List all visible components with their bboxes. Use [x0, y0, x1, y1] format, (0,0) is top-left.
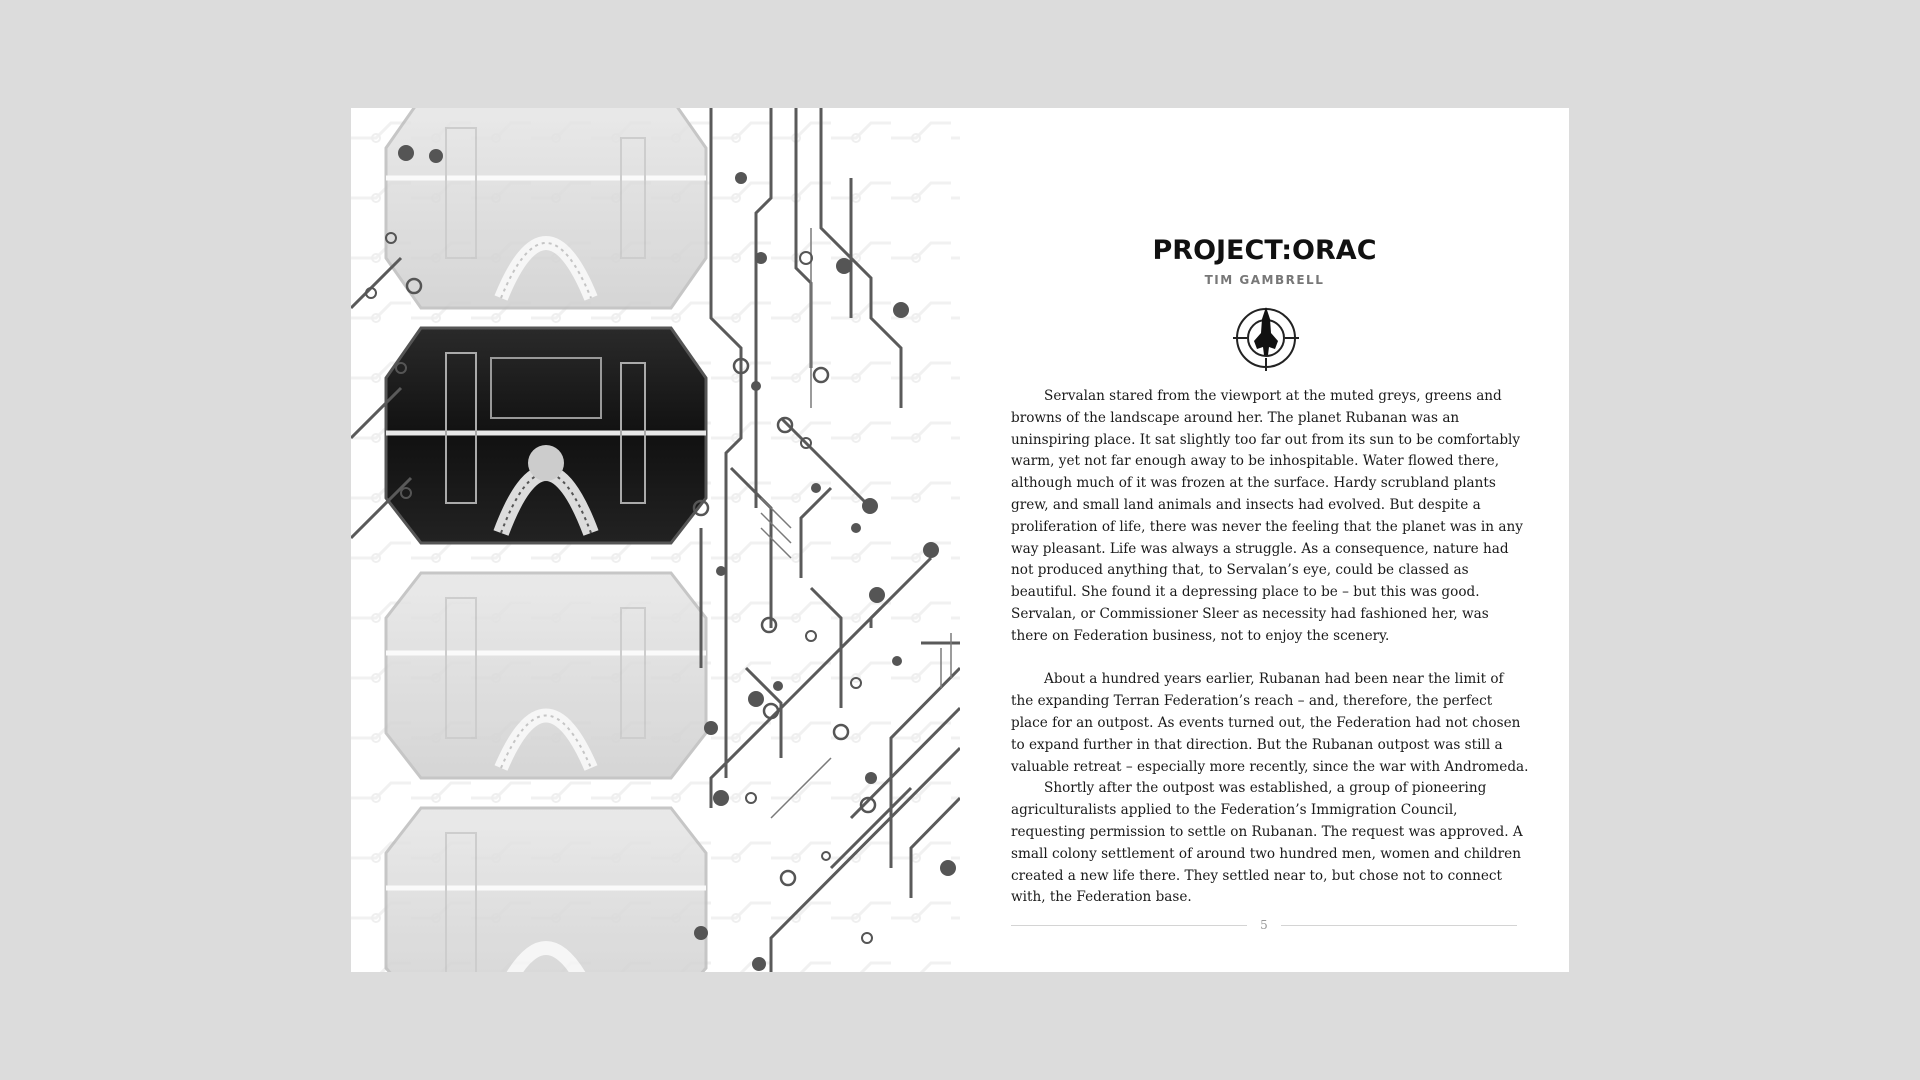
story-text: [1011, 386, 1529, 909]
page-footer: [1011, 918, 1517, 932]
book-spread: [351, 108, 1569, 972]
orac-box-dark: [386, 328, 706, 543]
book-author: TIM GAMBRELL: [1204, 273, 1325, 287]
page-number: 5: [1260, 918, 1268, 932]
orac-circuit-illustration: [351, 108, 960, 972]
paragraph: About a hundred years earlier, Rubanan had been near the limit of the expanding Terran Federation’s reach – and, therefore, the perfect place for an outpost. As events turned out, the Federation had not chosen to expand further in that direction. But the Rubanan outpost was still a valuable retreat – especially more recently, since the war with Andromeda.: [1011, 671, 1529, 775]
footer-rule-left: [1011, 925, 1247, 926]
orac-box-faded-bottom: [386, 808, 706, 972]
orac-box-faded-top: [386, 108, 706, 308]
crosshair-spaceship-emblem-icon: [1231, 303, 1301, 373]
footer-rule-right: [1281, 925, 1517, 926]
paragraph: Servalan stared from the viewport at the muted greys, greens and browns of the landscape around her. The planet Rubanan was an uninspiring place. It sat slightly too far out from its sun to be comfortably warm, yet not far enough away to be inhospitable. Water flowed there, although much of it was frozen at the surface. Hardy scrubland plants grew, and small land animals and insects had evolved. But despite a proliferation of life, there was never the feeling that the planet was in any way pleasant. Life was always a struggle. As a consequence, nature had not produced anything that, to Servalan’s eye, could be classed as beautiful. She found it a depressing place to be – but this was good. Servalan, or Commissioner Sleer as necessity had fashioned her, was there on Federation business, not to enjoy the scenery.: [1011, 388, 1523, 644]
paragraph: Shortly after the outpost was established, a group of pioneering agriculturalists applied to the Federation’s Immigration Council, requesting permission to settle on Rubanan. The request was approved. A small colony settlement of around two hundred men, women and children created a new life there. They settled near to, but chose not to connect with, the Federation base.: [1011, 780, 1523, 906]
orac-box-faded-middle: [386, 573, 706, 778]
illustration-page: [351, 108, 960, 972]
book-title: PROJECT:ORAC: [1152, 235, 1377, 266]
text-page: [960, 108, 1569, 972]
